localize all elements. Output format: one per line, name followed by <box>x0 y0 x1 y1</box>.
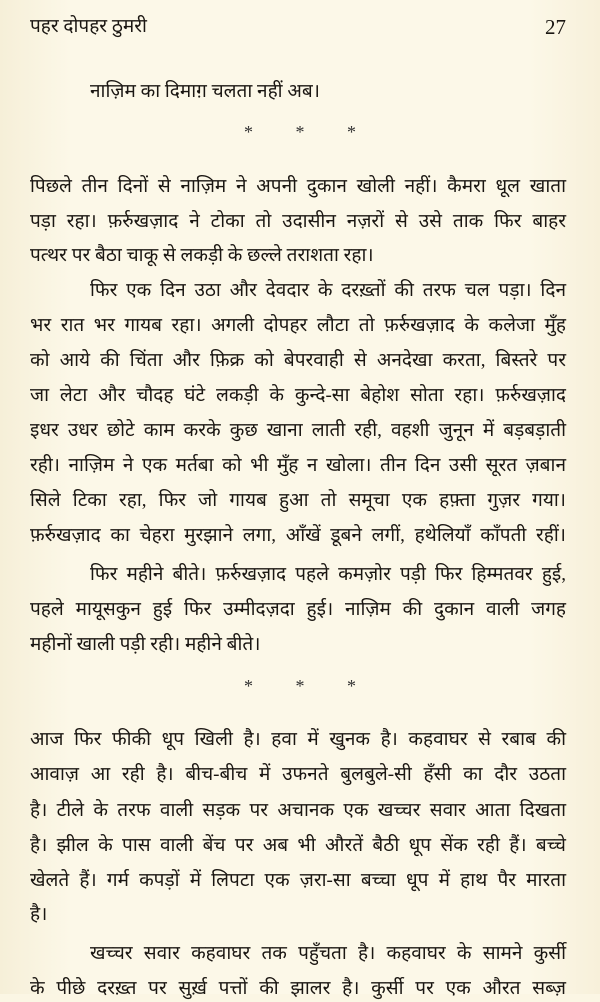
text-line: है। टीले के तरफ वाली सड़क पर अचानक एक खच्चर सवार आता दिखता <box>30 800 566 821</box>
text-line: जा लेटा और चौदह घंटे लकड़ी के कुन्दे-सा बेहोश सोता रहा। फ़र्रुखज़ाद <box>30 385 566 406</box>
text-line: महीनों खाली पड़ी रही। महीने बीते। <box>30 634 261 655</box>
page-number: 27 <box>545 15 566 39</box>
text-line: भर रात भर गायब रहा। अगली दोपहर लौटा तो फ़र्रुखज़ाद के कलेजा मुँह <box>30 315 566 336</box>
text-line: को आये की चिंता और फ़िक्र को बेपरवाही से अनदेखा करता, बिस्तरे पर <box>30 350 566 371</box>
text-line: खच्चर सवार कहवाघर तक पहुँचता है। कहवाघर के सामने कुर्सी <box>90 943 566 964</box>
section-break: * * * <box>244 676 356 696</box>
text-line: नाज़िम का दिमाग़ चलता नहीं अब। <box>90 81 320 102</box>
text-line: के पीछे दरख़्त पर सुर्ख़ पत्तों की झालर है। कुर्सी पर एक औरत सब्ज़ <box>30 978 566 999</box>
text-line: रही। नाज़िम ने एक मर्तबा को भी मुँह न खोला। तीन दिन उसी सूरत ज़बान <box>30 455 566 476</box>
text-line: पिछले तीन दिनों से नाज़िम ने अपनी दुकान खोली नहीं। कैमरा धूल खाता <box>30 176 566 197</box>
running-title: पहर दोपहर ठुमरी <box>30 16 147 37</box>
text-line: इधर उधर छोटे काम करके कुछ खाना लाती रही, वहशी जुनून में बड़बड़ाती <box>30 420 566 441</box>
section-break: * * * <box>244 122 356 142</box>
text-line: पत्थर पर बैठा चाकू से लकड़ी के छल्ले तराशता रहा। <box>30 245 374 266</box>
text-line: पहले मायूसकुन हुई फिर उम्मीदज़दा हुई। नाज़िम की दुकान वाली जगह <box>30 599 566 620</box>
text-line: आज फिर फीकी धूप खिली है। हवा में खुनक है। कहवाघर से रबाब की <box>30 729 566 750</box>
text-line: सिले टिका रहा, फिर जो गायब हुआ तो समूचा एक हफ़्ता गुज़र गया। <box>30 490 566 511</box>
text-line: है। <box>30 904 48 925</box>
text-line: खेलते हैं। गर्म कपड़ों में लिपटा एक ज़रा-सा बच्चा धूप में हाथ पैर मारता <box>30 870 566 891</box>
text-line: फिर एक दिन उठा और देवदार के दरख़्तों की तरफ चल पड़ा। दिन <box>90 280 566 301</box>
text-line: आवाज़ आ रही है। बीच-बीच में उफनते बुलबुले-सी हँसी का दौर उठता <box>30 764 566 785</box>
text-line: पड़ा रहा। फ़र्रुखज़ाद ने टोका तो उदासीन नज़रों से उसे ताक फिर बाहर <box>30 211 566 232</box>
text-line: फ़र्रुखज़ाद का चेहरा मुरझाने लगा, आँखें डूबने लगीं, हथेलियाँ काँपती रहीं। <box>30 525 566 546</box>
text-line: है। झील के पास वाली बेंच पर अब भी औरतें बैठी धूप सेंक रही हैं। बच्चे <box>30 835 566 856</box>
text-line: फिर महीने बीते। फ़र्रुखज़ाद पहले कमज़ोर पड़ी फिर हिम्मतवर हुई, <box>90 564 566 585</box>
